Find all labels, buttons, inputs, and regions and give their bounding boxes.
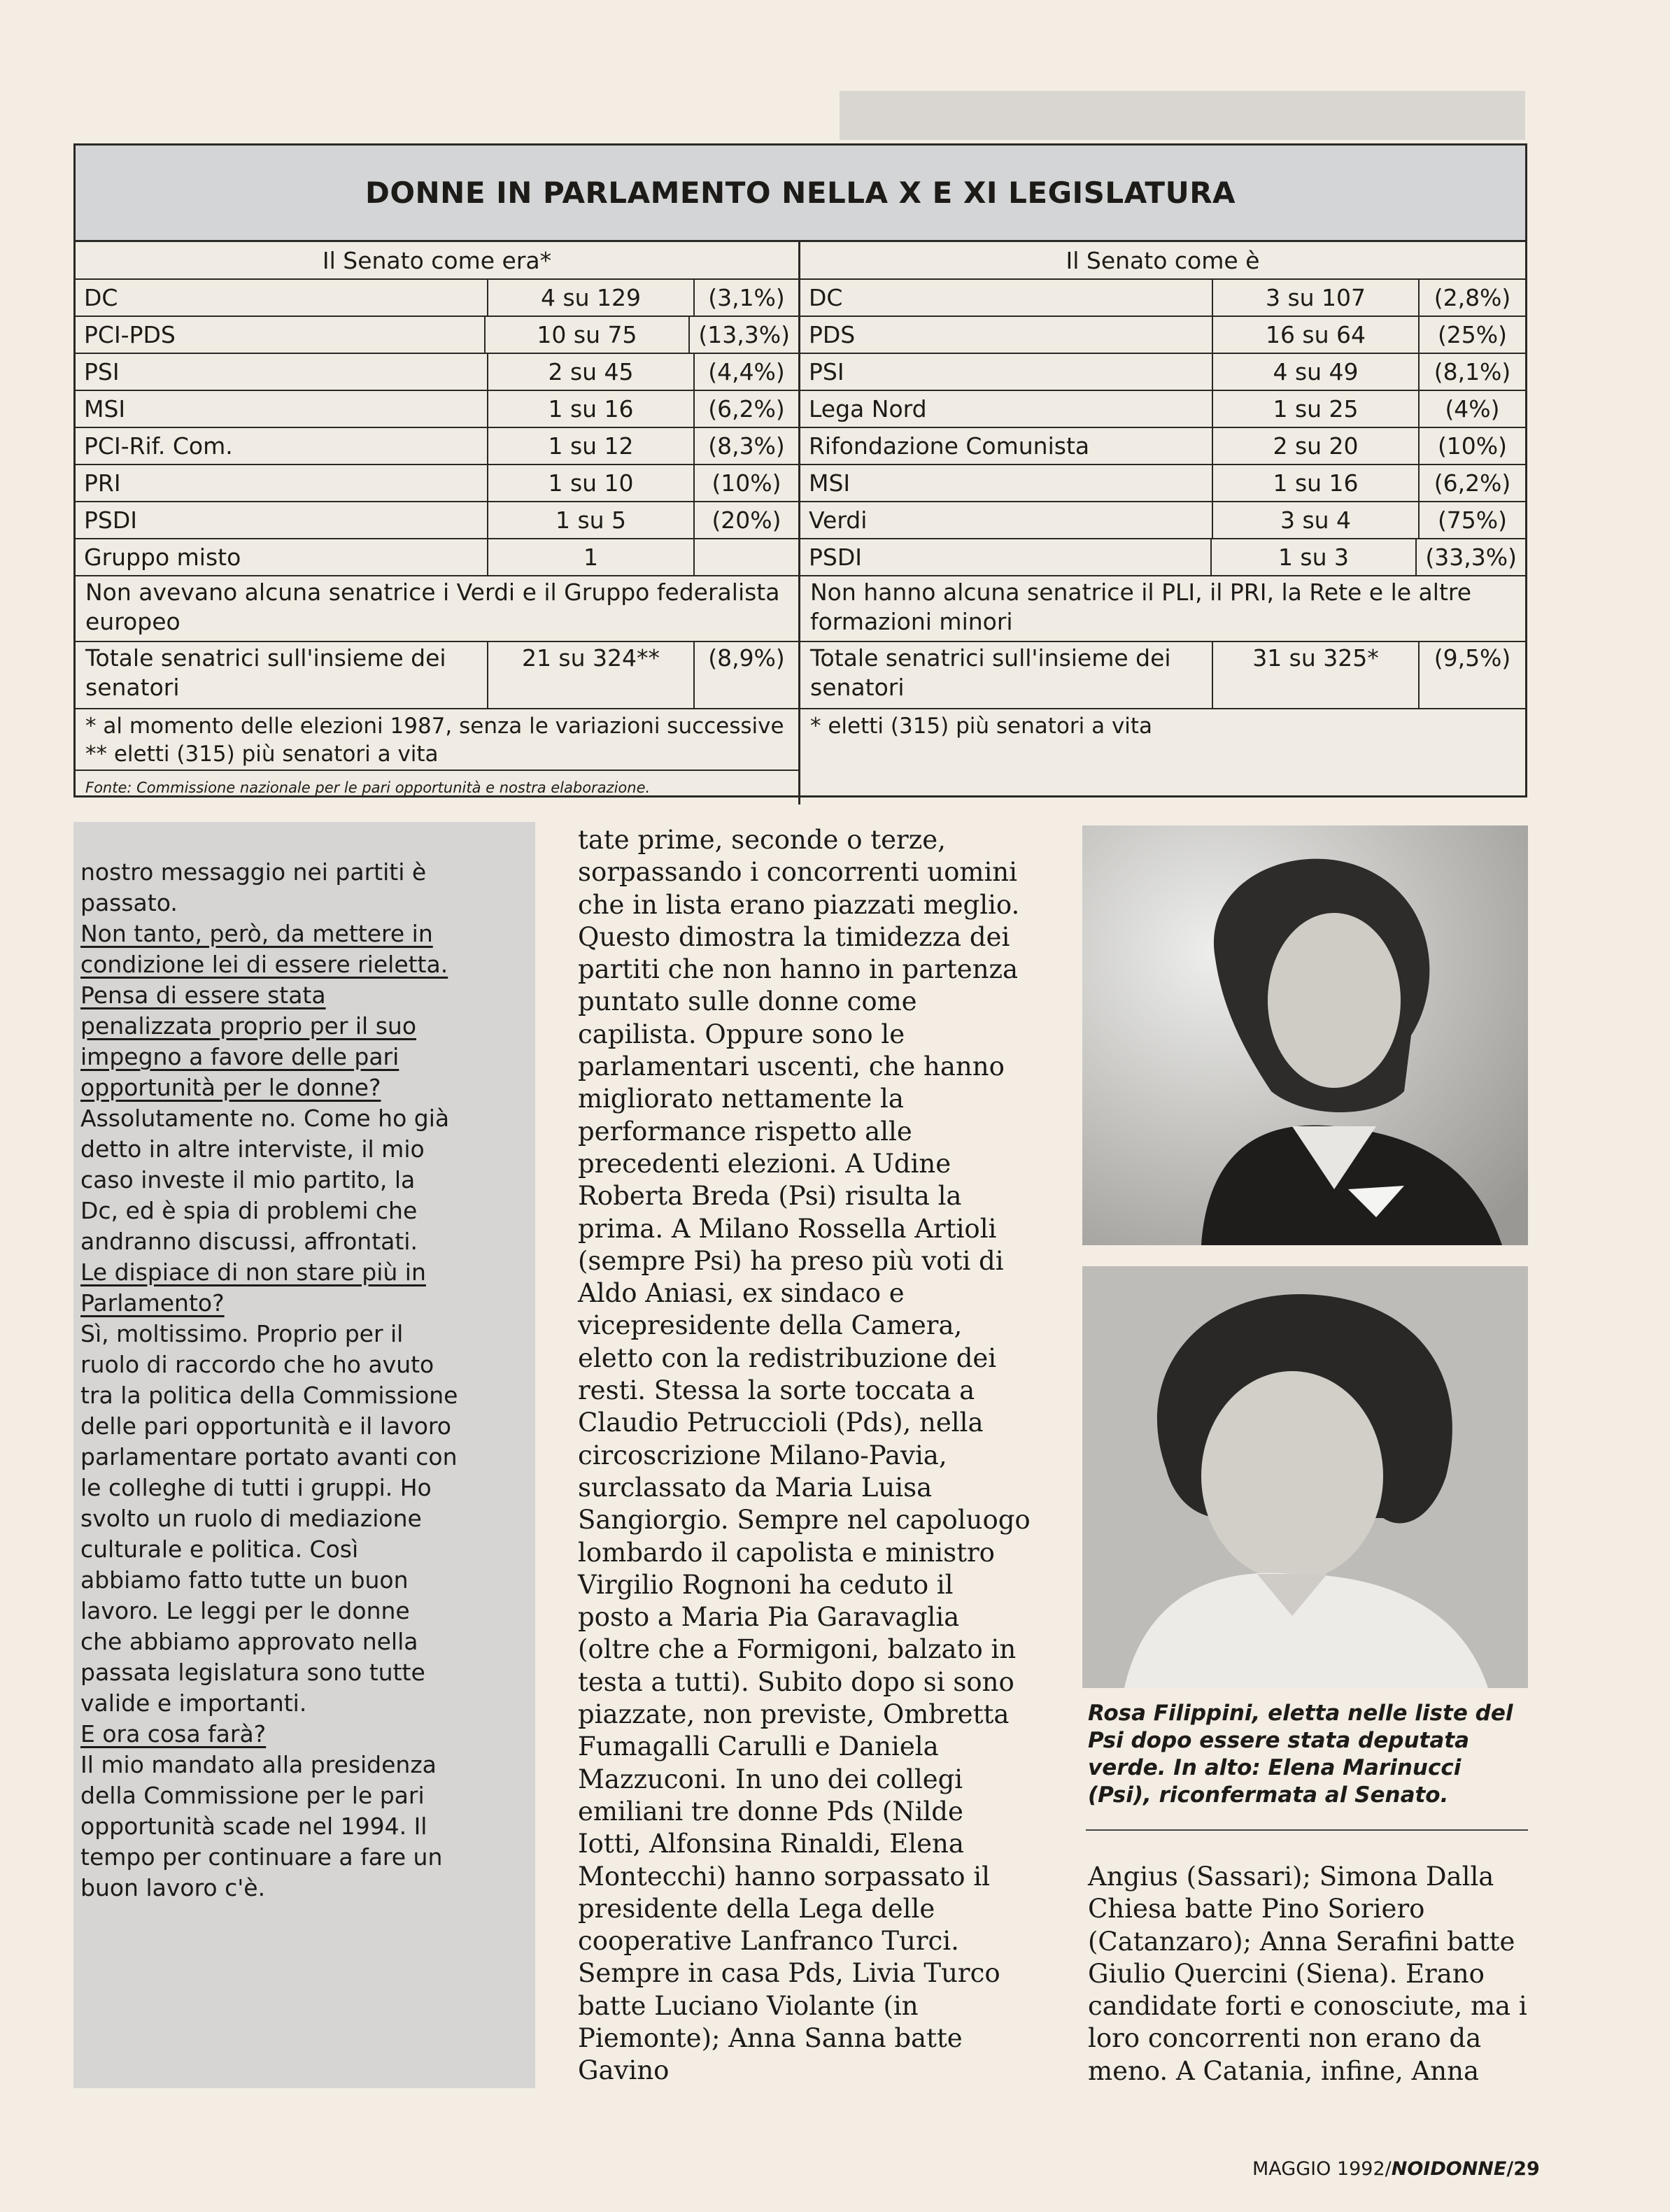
left-total-row [76,642,798,709]
interview-question: Non tanto, però, da mettere in condizione lei di essere rieletta. Pensa di essere stata penalizzata proprio per il suo impegno a favore delle pari opportunità per le donne? [80,920,448,1101]
left-cell-seats: 1 [488,539,695,575]
left-cell-party: PCI-PDS [76,317,486,353]
right-cell-seats: 4 su 49 [1213,354,1420,390]
left-cell-seats: 4 su 129 [488,280,695,316]
table-title: DONNE IN PARLAMENTO NELLA X E XI LEGISLATURA [76,146,1525,242]
left-cell-party: PSDI [76,502,488,538]
right-cell-seats: 3 su 4 [1213,502,1420,538]
right-cell-pct: (25%) [1437,321,1508,348]
right-note: Non hanno alcuna senatrice il PLI, il PRI, la Rete e le altre formazioni minori [800,576,1525,642]
middle-paragraph: tate prime, seconde o terze, sorpassando i concorrenti uomini che in lista erano piazzati meglio. Questo dimostra la timidezza dei partiti che non hanno in partenza puntato sulle donne come capilista. Oppure sono le parlamentari uscenti, che hanno migliorato nettamente la performance rispetto alle precedenti elezioni. A Udine Roberta Breda (Psi) risulta la prima. A Milano Rossella Artioli (sempre Psi) ha preso più voti di Aldo Aniasi, ex sindaco e vicepresidente della Camera, eletto con la redistribuzione dei resti. Stessa la sorte toccata a Claudio Petruccioli (Pds), nella circoscrizione Milano-Pavia, surclassato da Maria Luisa Sangiorgio. Sempre nel capoluogo lombardo il capolista e ministro Virgilio Rognoni ha ceduto il posto a Maria Pia Garavaglia (oltre che a Formigoni, balzato in testa a tutti). Subito dopo si sono piazzate, non previste, Ombretta Fumagalli Carulli e Daniela Mazzuconi. In uno dei collegi emiliani tre donne Pds (Nilde Iotti, Alfonsina Rinaldi, Elena Montecchi) hanno sorpassato il presidente della Lega delle cooperative Lanfranco Turci. Sempre in casa Pds, Livia Turco batte Luciano Violante (in Piemonte); Anna Sanna batte Gavino [578,825,1031,2086]
left-footnotes [76,709,798,771]
photo-caption: Rosa Filippini, eletta nelle liste del Psi dopo essere stata deputata verde. In alto: Elena Marinucci (Psi), riconfermata al Senato. [1088,1701,1513,1808]
right-cell-party: Verdi [800,502,1213,538]
left-table-row [76,280,798,317]
right-cell-party: DC [800,280,1213,316]
left-cell-seats: 1 su 16 [488,391,695,427]
left-cell-party: PCI-Rif. Com. [76,428,488,464]
left-total-pct: (8,9%) [708,644,785,672]
left-cell-seats: 10 su 75 [486,317,691,353]
right-cell-pct: (75%) [1437,506,1508,534]
right-cell-party: PSI [800,354,1213,390]
right-table-row [800,391,1525,428]
right-table-row [800,354,1525,391]
interview-answer: Sì, moltissimo. Proprio per il ruolo di raccordo che ho avuto tra la politica della Commissione delle pari opportunità e il lavoro parlamentare portato avanti con le colleghe di tutti i gruppi. Ho svolto un ruolo di mediazione culturale e politica. Così abbiamo fatto tutte un buon lavoro. Le leggi per le donne che abbiamo approvato nella passata legislatura sono tutte valide e importanti. [80,1320,458,1717]
left-table-row [76,317,798,354]
right-cell-party: Rifondazione Comunista [800,428,1213,464]
right-total-pct: (9,5%) [1434,644,1511,672]
right-cell-pct: (10%) [1437,432,1508,460]
left-footnote-2: ** eletti (315) più senatori a vita [85,742,439,767]
right-footnote: * eletti (315) più senatori a vita [810,714,1153,739]
left-table-row [76,502,798,539]
data-table [73,143,1527,797]
left-cell-pct: (3,1%) [708,284,785,311]
right-heading: Il Senato come è [800,242,1525,280]
right-total-row [800,642,1525,709]
right-cell-party: Lega Nord [800,391,1213,427]
left-table-row [76,465,798,502]
left-cell-pct: (6,2%) [708,395,785,423]
footer-page-number: /29 [1506,2158,1540,2180]
page-footer [1252,2158,1540,2180]
left-table-row [76,354,798,391]
footer-magazine: NOIDONNE [1391,2158,1507,2180]
left-cell-pct: (4,4%) [708,358,785,385]
right-cell-seats: 1 su 16 [1213,465,1420,501]
right-cell-seats: 1 su 25 [1213,391,1420,427]
right-cell-pct: (2,8%) [1434,284,1511,311]
table-left-half [76,242,800,804]
right-cell-party: PDS [800,317,1213,353]
right-total-label: Totale senatrici sull'insieme dei senatori [800,642,1213,708]
article-middle-column [578,824,1033,2087]
interview-answer: Il mio mandato alla presidenza della Commissione per le pari opportunità scade nel 1994. Il tempo per continuare a fare un buon lavoro c'è. [80,1751,443,1901]
header-bar [840,91,1525,140]
right-cell-seats: 3 su 107 [1213,280,1420,316]
right-cell-pct: (4%) [1445,395,1500,423]
left-cell-seats: 1 su 10 [488,465,695,501]
right-cell-party: MSI [800,465,1213,501]
right-cell-seats: 1 su 3 [1212,539,1417,575]
left-cell-pct: (8,3%) [708,432,785,460]
left-table-row [76,428,798,465]
right-cell-pct: (6,2%) [1434,469,1511,497]
left-cell-party: DC [76,280,488,316]
right-cell-pct: (33,3%) [1425,544,1517,571]
table-right-half [800,242,1525,804]
left-cell-pct: (10%) [712,469,781,497]
left-cell-pct: (13,3%) [698,321,790,348]
caption-divider [1086,1829,1528,1831]
left-cell-pct [695,539,798,575]
left-total-seats: 21 su 324** [488,642,695,708]
right-table-row [800,502,1525,539]
right-table-row [800,465,1525,502]
interview-text [80,857,458,1903]
right-total-seats: 31 su 325* [1213,642,1420,708]
interview-answer: Assolutamente no. Come ho già detto in altre interviste, il mio caso investe il mio partito, la Dc, ed è spia di problemi che andranno discussi, affrontati. [80,1105,450,1255]
left-cell-seats: 1 su 12 [488,428,695,464]
left-note: Non avevano alcuna senatrice i Verdi e il Gruppo federalista europeo [76,576,798,642]
left-cell-party: MSI [76,391,488,427]
left-cell-seats: 1 su 5 [488,502,695,538]
left-heading: Il Senato come era* [76,242,798,280]
footer-date: MAGGIO 1992/ [1252,2158,1392,2180]
left-cell-pct: (20%) [712,506,781,534]
left-cell-party: PRI [76,465,488,501]
interview-answer: nostro messaggio nei partiti è passato. [80,858,427,916]
right-table-row [800,317,1525,354]
table-source: Fonte: Commissione nazionale per le pari opportunità e nostra elaborazione. [85,779,651,796]
right-table-row [800,280,1525,317]
photo-rosa-filippini [1082,1266,1528,1688]
left-total-label: Totale senatrici sull'insieme dei senatori [76,642,488,708]
right-cell-pct: (8,1%) [1434,358,1511,385]
right-cell-seats: 2 su 20 [1213,428,1420,464]
right-cell-party: PSDI [800,539,1212,575]
right-table-row [800,539,1525,576]
left-table-row [76,391,798,428]
right-table-row [800,428,1525,465]
interview-question: E ora cosa farà? [80,1720,267,1747]
left-cell-seats: 2 su 45 [488,354,695,390]
photo-elena-marinucci [1082,825,1528,1245]
left-footnote-1: * al momento delle elezioni 1987, senza le variazioni successive [85,714,784,739]
left-cell-party: PSI [76,354,488,390]
left-cell-party: Gruppo misto [76,539,488,575]
right-paragraph: Angius (Sassari); Simona Dalla Chiesa batte Pino Soriero (Catanzaro); Anna Serafini batte Giulio Quercini (Siena). Erano candidate forti e conosciute, ma i loro concorrenti non erano da meno. A Catania, infine, Anna [1088,1862,1527,2086]
right-cell-seats: 16 su 64 [1213,317,1420,353]
left-table-row [76,539,798,576]
interview-question: Le dispiace di non stare più in Parlamento? [80,1259,426,1317]
article-right-column [1088,1861,1529,2087]
